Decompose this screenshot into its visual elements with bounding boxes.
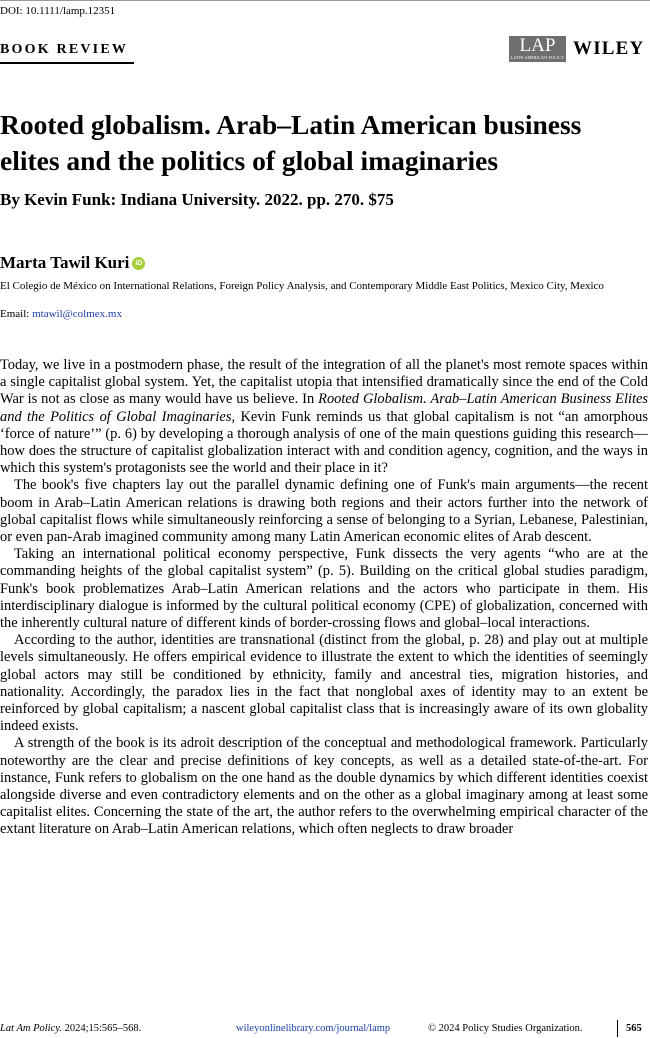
top-rule (0, 0, 650, 1)
lap-logo (509, 36, 566, 62)
paragraph-1-text-a: Today, we live in a postmodern phase, the result of the integration of all the planet's most remote spaces within a single capitalist global system. Yet, the capitalist utopia that intensified dramatically since the end of the Cold War is not as close as many would have us believe. In (0, 357, 648, 408)
page-footer (0, 1023, 650, 1037)
paragraph-1 (0, 357, 648, 477)
paragraph-5: A strength of the book is its adroit description of the conceptual and methodological framework. Particularly noteworthy are the clear and precise definitions of key concepts, as well as a detailed state-of-the-art. For instance, Funk refers to globalism on the one hand as the double dynamics by which different identities coexist alongside diverse and even contradictory elements and on the other as a global imaginary among at least some capitalist elites. Concerning the state of the art, the author refers to the overwhelming empirical character of the extant literature on Arab–Latin American relations, which often neglects to draw broader (0, 735, 648, 838)
wiley-logo: WILEY (573, 38, 645, 59)
review-body (0, 357, 648, 839)
email-link[interactable]: mtawil@colmex.mx (32, 308, 122, 320)
page-number: 565 (626, 1023, 642, 1034)
author-name (0, 253, 145, 273)
footer-divider (617, 1020, 618, 1037)
footer-journal-name: Lat Am Policy. (0, 1023, 62, 1034)
paragraph-1-text-b: , Kevin Funk reminds us that global capitalism is not “an amorphous ‘force of nature’” (p. 6) by developing a thorough analysis of one of the main questions guiding this research—how does the structure of capitalist globalization interact with and condition agency, cognition, and the ways in which this system's protagonists see the world and their place in it? (0, 408, 649, 477)
lap-logo-subtext: LATIN AMERICAN POLICY (510, 55, 565, 60)
author-affiliation: El Colegio de México on International Relations, Foreign Policy Analysis, and Contemporary Middle East Politics, Mexico City, Mexico (0, 280, 604, 292)
footer-journal (0, 1023, 141, 1034)
email-label: Email: (0, 308, 30, 320)
paragraph-3: Taking an international political economy perspective, Funk dissects the very agents “who are at the commanding heights of the global capitalist system” (p. 5). Building on the critical global studies paradigm, Funk's book problematizes Arab–Latin American relations and the actors who participate in them. His interdisciplinary dialogue is informed by the cultural political economy (CPE) of globalization, concerned with the inherently cultural nature of different kinds of border-crossing flows and global–local interactions. (0, 546, 648, 632)
book-byline: By Kevin Funk: Indiana University. 2022. pp. 270. $75 (0, 190, 394, 209)
lap-logo-text: LAP (519, 35, 556, 56)
orcid-icon[interactable]: iD (132, 257, 145, 270)
doi-text: DOI: 10.1111/lamp.12351 (0, 5, 116, 17)
author-name-text: Marta Tawil Kuri (0, 253, 130, 272)
section-underline (0, 62, 134, 64)
footer-citation: 2024;15:565–568. (61, 1023, 142, 1034)
footer-copyright: © 2024 Policy Studies Organization. (428, 1023, 583, 1034)
book-title-italic: Rooted Globalism. Arab–Latin American Business Elites and the Politics of Global Imaginaries (0, 391, 648, 425)
article-title: Rooted globalism. Arab–Latin American business elites and the politics of global imaginaries (0, 109, 582, 176)
footer-journal-link[interactable]: wileyonlinelibrary.com/journal/lamp (236, 1023, 391, 1034)
paragraph-2: The book's five chapters lay out the parallel dynamic defining one of Funk's main arguments—the recent boom in Arab–Latin American relations is drawing both regions and their actors further into the network of global capitalist flows while simultaneously reinforcing a sense of belonging to a Syrian, Lebanese, Palestinian, or even pan-Arab imagined community among many Latin American economic elites of Arab descent. (0, 477, 648, 546)
author-email (0, 308, 122, 320)
section-label: BOOK REVIEW (0, 42, 129, 57)
paragraph-4: According to the author, identities are transnational (distinct from the global, p. 28) and play out at multiple levels simultaneously. He offers empirical evidence to illustrate the extent to which the identities of seemingly global actors may still be conditioned by ethnicity, family and ancestral ties, migration histories, and nationality. Accordingly, the paradox lies in the fact that nonglobal axes of identity may to an extent be reinforced by global capitalism; a nascent global capitalist class that is increasingly aware of its own globality indeed exists. (0, 632, 648, 735)
